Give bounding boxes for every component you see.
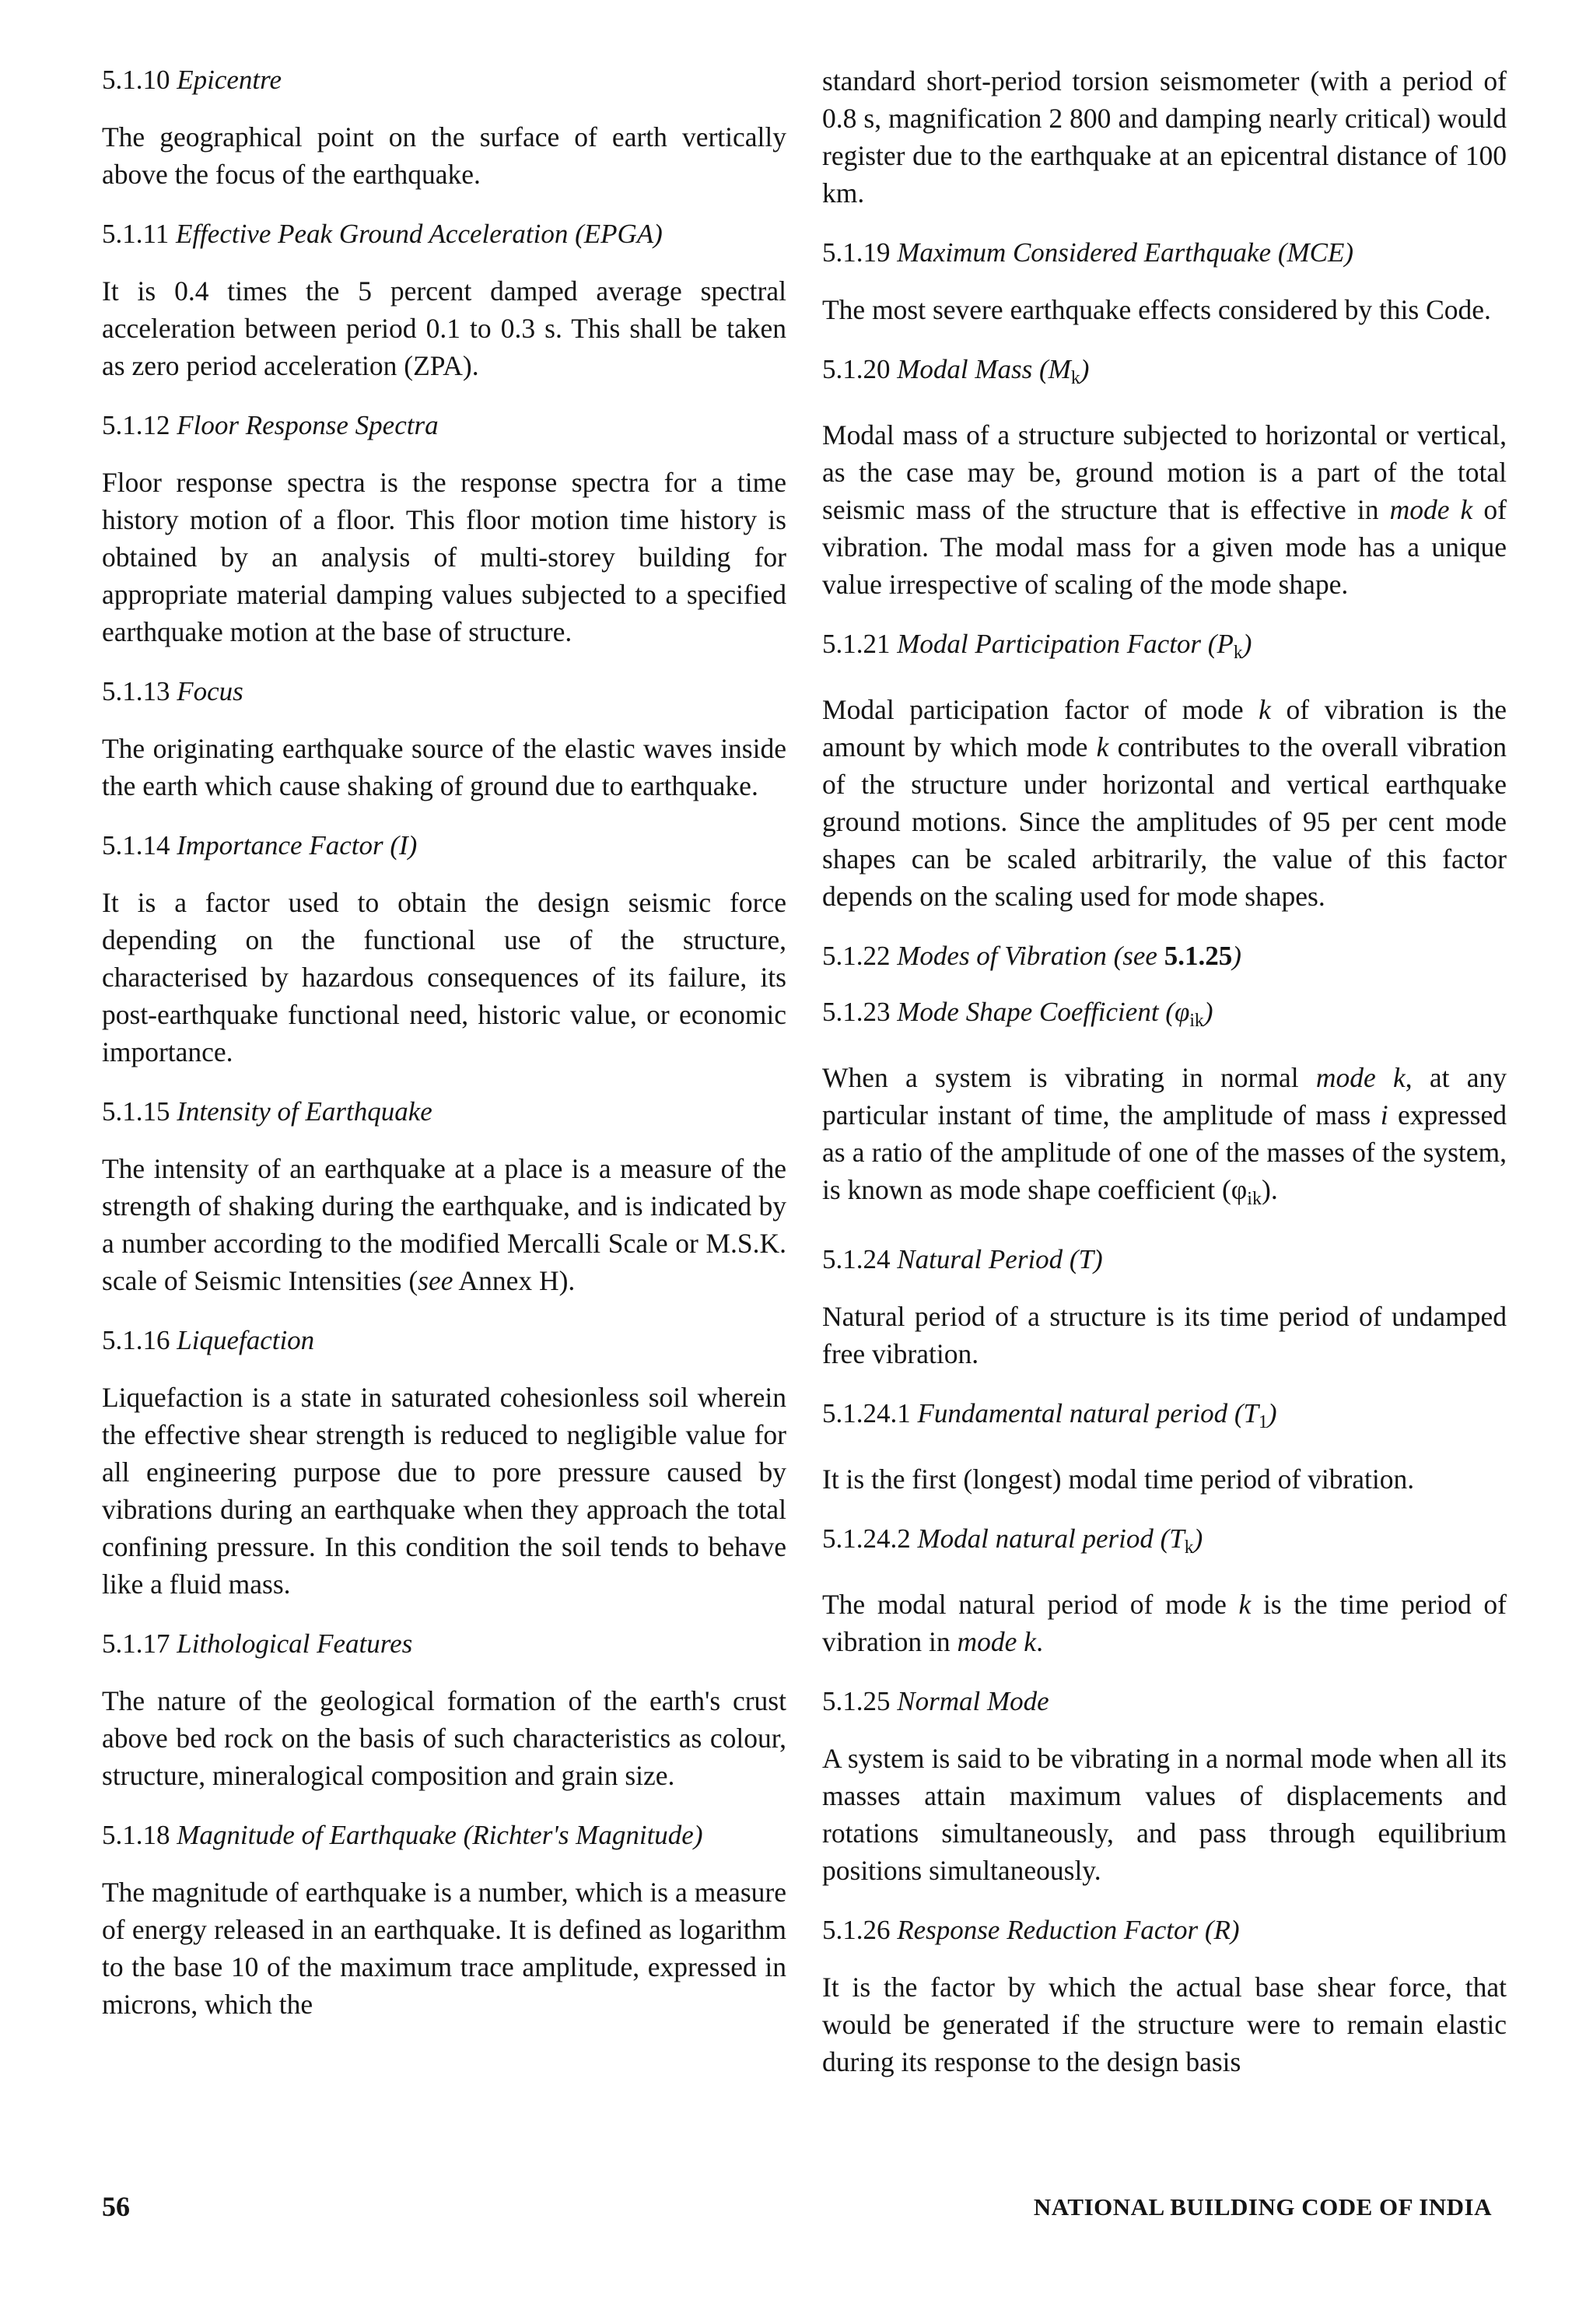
- italic-term: mode k: [1389, 494, 1473, 526]
- section-heading-5-1-16: [102, 1323, 786, 1358]
- section-body-5-1-14: It is a factor used to obtain the design seismic force depending on the functional use of the structure, characterised by hazardous consequences of its failure, its post-earthquake functional need, historic value, or economic importance.: [102, 887, 786, 1067]
- section-number: 5.1.26: [822, 1914, 891, 1945]
- section-number: 5.1.13: [102, 676, 170, 706]
- section-title: Effective Peak Ground Acceleration (EPGA): [175, 219, 663, 249]
- section-title: Intensity of Earthquake: [177, 1096, 432, 1127]
- section-number: 5.1.22: [822, 941, 891, 972]
- section-body-5-1-13: The originating earthquake source of the elastic waves inside the earth which cause shaking of ground due to earthquake.: [102, 733, 786, 801]
- section-heading-5-1-15: [102, 1094, 786, 1130]
- section-heading-5-1-10: [102, 62, 786, 98]
- see-reference: see: [418, 1265, 453, 1296]
- section-number: 5.1.14: [102, 830, 170, 861]
- title-text: ): [1267, 1397, 1277, 1428]
- section-body-5-1-24-2: [822, 1586, 1507, 1660]
- title-text: Fundamental natural period (T: [917, 1397, 1259, 1428]
- section-body-5-1-20: [822, 416, 1507, 603]
- section-title: [917, 1523, 1203, 1558]
- section-title: Maximum Considered Earthquake (MCE): [897, 237, 1354, 268]
- title-text: Mode Shape Coefficient (φ: [897, 997, 1190, 1028]
- running-footer-title: NATIONAL BUILDING CODE OF INDIA: [1033, 2193, 1492, 2221]
- body-text: Modal mass of a structure subjected to horizontal or vertical, as the case may be, ground motion is a part of the total seismic mass of the structure that is effective in: [822, 419, 1507, 526]
- section-heading-5-1-25: [822, 1684, 1507, 1719]
- section-number: 5.1.18: [102, 1820, 170, 1850]
- section-heading-5-1-13: [102, 674, 786, 710]
- italic-term: mode k: [1315, 1062, 1406, 1094]
- body-text: of vibration is the amount by which mode: [822, 694, 1507, 763]
- section-body-5-1-17: The nature of the geological formation of the earth's crust above bed rock on the basis of such characteristics as colour, structure, mineralogical composition and grain size.: [102, 1685, 786, 1791]
- left-column: [102, 62, 786, 2023]
- section-heading-5-1-20: [822, 352, 1507, 396]
- right-column: [822, 62, 1507, 2080]
- italic-term: i: [1380, 1099, 1388, 1131]
- body-text: The modal natural period of mode: [822, 1588, 1239, 1620]
- body-text: ).: [1262, 1174, 1278, 1206]
- body-text: is the time period of vibration in: [822, 1588, 1507, 1657]
- section-title: Epicentre: [177, 65, 282, 95]
- section-body-5-1-21: [822, 691, 1507, 915]
- subscript: k: [1233, 643, 1243, 664]
- title-text: ): [1203, 997, 1213, 1028]
- body-text: of vibration. The modal mass for a given mode has a unique value irrespective of scaling of the mode shape.: [822, 494, 1507, 601]
- section-body-5-1-25: A system is said to be vibrating in a normal mode when all its masses attain maximum values of displacements and rotations simultaneously, and pass through equilibrium positions simultaneously.: [822, 1742, 1507, 1886]
- italic-term: k: [1096, 731, 1109, 763]
- section-body-5-1-26: It is the factor by which the actual base shear force, that would be generated if the structure were to remain elastic during its response to the design basis: [822, 1971, 1507, 2077]
- subscript: ik: [1189, 1011, 1204, 1032]
- section-title: [897, 629, 1252, 664]
- section-number: 5.1.19: [822, 237, 891, 268]
- section-heading-5-1-14: [102, 828, 786, 864]
- body-text: Modal participation factor of mode: [822, 694, 1259, 726]
- section-body-5-1-24-1: It is the first (longest) modal time period of vibration.: [822, 1463, 1415, 1495]
- section-heading-5-1-24: [822, 1242, 1507, 1278]
- section-body-5-1-18-continued: standard short-period torsion seismometer (with a period of 0.8 s, magnification 2 800 and damping nearly critical) would register due to the earthquake at an epicentral distance of 100 km.: [822, 65, 1507, 209]
- body-text: , at any particular instant of time, the amplitude of mass: [822, 1062, 1507, 1131]
- italic-term: mode k: [957, 1625, 1037, 1657]
- page-number: 56: [102, 2191, 130, 2222]
- section-heading-5-1-18: [102, 1817, 786, 1853]
- subscript: ik: [1247, 1188, 1262, 1210]
- section-number: 5.1.21: [822, 629, 891, 660]
- section-title: Magnitude of Earthquake (Richter's Magnitude): [177, 1820, 703, 1850]
- italic-term: k: [1238, 1588, 1252, 1620]
- subscript: k: [1070, 368, 1080, 389]
- section-number: 5.1.23: [822, 997, 891, 1028]
- section-number: 5.1.15: [102, 1096, 170, 1127]
- body-text: Annex H).: [453, 1265, 576, 1296]
- section-body-5-1-18: The magnitude of earthquake is a number, which is a measure of energy released in an earthquake. It is defined as logarithm to the base 10 of the maximum trace amplitude, expressed in microns, which the: [102, 1877, 786, 2020]
- section-heading-5-1-17: [102, 1626, 786, 1662]
- title-text: ): [1193, 1523, 1203, 1554]
- section-number: 5.1.24.2: [822, 1523, 911, 1554]
- section-number: 5.1.12: [102, 410, 170, 440]
- title-text: ): [1232, 941, 1241, 972]
- subscript: 1: [1258, 1411, 1268, 1432]
- section-title: Response Reduction Factor (R): [897, 1914, 1240, 1945]
- section-title: [917, 1397, 1277, 1432]
- section-number: 5.1.25: [822, 1685, 891, 1716]
- section-body-5-1-10: The geographical point on the surface of earth vertically above the focus of the earthquake.: [102, 121, 786, 190]
- title-text: Modes of Vibration (: [897, 941, 1123, 972]
- section-body-5-1-12: Floor response spectra is the response spectra for a time history motion of a floor. This floor motion time history is obtained by an analysis of multi-storey building for appropriate material damping values subjected to a specified earthquake motion at the base of structure.: [102, 467, 786, 647]
- section-number: 5.1.20: [822, 354, 891, 384]
- body-text: When a system is vibrating in normal: [822, 1062, 1316, 1094]
- section-heading-5-1-24-2: [822, 1521, 1507, 1565]
- section-title: [897, 997, 1213, 1032]
- section-heading-5-1-23: [822, 994, 1507, 1039]
- see-reference: see: [1122, 941, 1157, 972]
- section-body-5-1-24: Natural period of a structure is its time period of undamped free vibration.: [822, 1300, 1507, 1369]
- section-number: 5.1.16: [102, 1325, 170, 1355]
- section-heading-5-1-22: [822, 938, 1507, 974]
- section-body-5-1-11: It is 0.4 times the 5 percent damped average spectral acceleration between period 0.1 to 0.3 s. This shall be taken as zero period acceleration (ZPA).: [102, 275, 786, 381]
- section-heading-5-1-21: [822, 626, 1507, 671]
- italic-term: k: [1259, 694, 1271, 726]
- section-number: 5.1.10: [102, 65, 170, 95]
- title-text: Modal Mass (M: [897, 354, 1071, 384]
- section-title: Lithological Features: [177, 1628, 413, 1659]
- body-text: .: [1036, 1625, 1043, 1657]
- title-text: ): [1080, 354, 1090, 384]
- section-number: 5.1.24.1: [822, 1397, 911, 1428]
- section-number: 5.1.11: [102, 219, 170, 249]
- section-heading-5-1-12: [102, 408, 786, 443]
- section-title: Natural Period (T): [897, 1243, 1103, 1274]
- section-title: Floor Response Spectra: [177, 410, 439, 440]
- section-body-5-1-15: [102, 1150, 786, 1299]
- section-heading-5-1-19: [822, 235, 1507, 271]
- section-body-5-1-16: Liquefaction is a state in saturated cohesionless soil wherein the effective shear strength is reduced to negligible value for all engineering purpose due to pore pressure caused by vibrations during an earthquake when they approach the total confining pressure. In this condition the soil tends to behave like a fluid mass.: [102, 1382, 786, 1600]
- page-footer: [102, 2190, 1492, 2229]
- section-title: Liquefaction: [177, 1325, 315, 1355]
- section-body-5-1-23: [822, 1059, 1507, 1218]
- section-title: [897, 354, 1090, 389]
- cross-reference: 5.1.25: [1157, 941, 1233, 972]
- section-body-5-1-19: The most severe earthquake effects considered by this Code.: [822, 294, 1491, 325]
- body-text: contributes to the overall vibration of the structure under horizontal and vertical earthquake ground motions. Since the amplitudes of 95 per cent mode shapes can be scaled arbitrarily, the value of this factor depends on the scaling used for mode shapes.: [822, 731, 1507, 913]
- section-heading-5-1-11: [102, 216, 786, 252]
- section-title: Focus: [177, 676, 243, 706]
- section-title: Importance Factor (I): [177, 830, 418, 861]
- section-number: 5.1.17: [102, 1628, 170, 1659]
- body-text: The intensity of an earthquake at a place is a measure of the strength of shaking during the earthquake, and is indicated by a number according to the modified Mercalli Scale or M.S.K. scale of Seismic Intensities (: [102, 1153, 786, 1296]
- title-text: Modal Participation Factor (P: [897, 629, 1234, 660]
- title-text: ): [1242, 629, 1252, 660]
- title-text: Modal natural period (T: [917, 1523, 1185, 1554]
- section-title: [897, 941, 1241, 971]
- section-heading-5-1-26: [822, 1912, 1507, 1948]
- section-number: 5.1.24: [822, 1243, 891, 1274]
- body-text: expressed as a ratio of the amplitude of one of the masses of the system, is known as mode shape coefficient (φ: [822, 1099, 1507, 1206]
- section-title: Normal Mode: [897, 1685, 1049, 1716]
- subscript: k: [1184, 1537, 1194, 1558]
- section-heading-5-1-24-1: [822, 1396, 1507, 1440]
